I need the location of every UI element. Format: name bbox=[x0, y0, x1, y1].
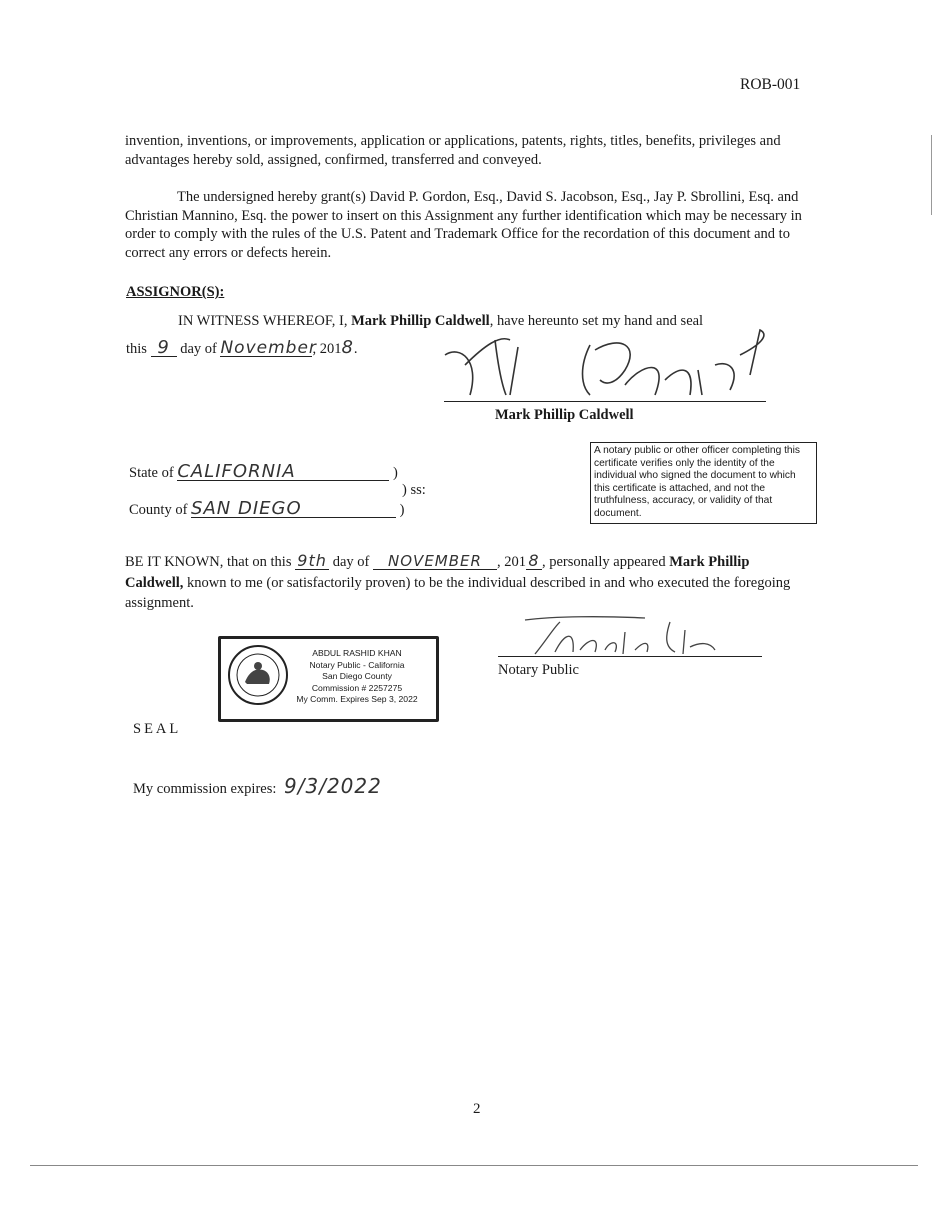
commission-expires bbox=[133, 774, 382, 798]
witness-date-line bbox=[126, 337, 358, 358]
ack-prefix: BE IT KNOWN, that on this bbox=[125, 554, 292, 570]
paragraph-continuation: invention, inventions, or improvements, application or applications, patents, rights, titles, benefits, privileges and advantages hereby sold, assigned, confirmed, transferred and conveyed. bbox=[125, 133, 781, 168]
page-number: 2 bbox=[473, 1101, 481, 1117]
scan-edge-right bbox=[931, 135, 932, 215]
year-prefix: , 201 bbox=[312, 341, 342, 357]
state-label: State of bbox=[129, 465, 174, 481]
state-field: CALIFORNIA bbox=[177, 464, 389, 481]
ack-year-digit: 8 bbox=[526, 553, 542, 570]
assignor-signature bbox=[440, 325, 780, 413]
assignor-heading: ASSIGNOR(S): bbox=[126, 284, 225, 300]
stamp-commission: Commission # 2257275 bbox=[311, 682, 403, 693]
county-label: County of bbox=[129, 502, 188, 518]
stamp-name: ABDUL RASHID KHAN bbox=[312, 648, 402, 658]
notary-stamp-text bbox=[286, 648, 428, 706]
notary-label: Notary Public bbox=[498, 662, 579, 678]
witness-month-field: November bbox=[220, 338, 317, 358]
assignor-signature-line bbox=[444, 401, 766, 402]
state-line bbox=[129, 461, 398, 482]
county-paren: ) bbox=[399, 502, 405, 518]
witness-year-digit: 8 bbox=[341, 337, 354, 358]
seal-label: SEAL bbox=[133, 721, 182, 737]
year-end: . bbox=[353, 341, 358, 357]
day-of-label: day of bbox=[180, 341, 217, 357]
ack-appeared: , personally appeared bbox=[541, 554, 666, 570]
ack-name: Mark Phillip Caldwell, bbox=[125, 554, 750, 591]
ack-rest: known to me (or satisfactorily proven) to be the individual described in and who executed the foregoing assignment. bbox=[125, 574, 791, 611]
commission-label: My commission expires: bbox=[133, 781, 277, 797]
state-paren: ) bbox=[392, 465, 398, 481]
ack-month-field: NOVEMBER bbox=[373, 553, 497, 570]
scan-edge-line bbox=[30, 1165, 918, 1166]
paragraph-power-of-attorney bbox=[125, 188, 815, 262]
county-line bbox=[129, 498, 405, 519]
stamp-expires: My Comm. Expires Sep 3, 2022 bbox=[296, 694, 418, 705]
state-seal-icon bbox=[227, 644, 289, 706]
paragraph-text: The undersigned hereby grant(s) David P. Gordon, Esq., David S. Jacobson, Esq., Jay P. Sbrollini, Esq. and Christian Mannino, Esq. the power to insert on this Assignment any further identification which may be necessary in order to comply with the rules of the U.S. Patent and Trademark Office for the recordation of this document and to correct any errors or defects herein. bbox=[125, 189, 802, 261]
notary-signature bbox=[515, 612, 765, 660]
notary-notice-box bbox=[590, 442, 817, 524]
this-label: this bbox=[126, 341, 147, 357]
commission-date: 9/3/2022 bbox=[284, 774, 382, 798]
notary-signature-line bbox=[498, 656, 762, 657]
county-field: SAN DIEGO bbox=[191, 501, 396, 518]
acknowledgment-paragraph bbox=[125, 552, 809, 614]
witness-day-field: 9 bbox=[151, 340, 177, 357]
ack-day-of: day of bbox=[332, 554, 370, 570]
signer-name: Mark Phillip Caldwell bbox=[495, 407, 634, 423]
stamp-title: Notary Public - California bbox=[309, 659, 405, 670]
witness-prefix: IN WITNESS WHEREOF, I, bbox=[178, 313, 352, 329]
ack-day-field: 9th bbox=[295, 553, 329, 570]
ss-label: ) ss: bbox=[402, 482, 426, 498]
stamp-county: San Diego County bbox=[322, 671, 392, 682]
witness-suffix: , have hereunto set my hand and seal bbox=[489, 313, 704, 329]
document-id: ROB-001 bbox=[740, 76, 801, 93]
witness-name: Mark Phillip Caldwell bbox=[351, 313, 490, 329]
ack-year-prefix: , 201 bbox=[496, 554, 526, 570]
notary-notice-text: A notary public or other officer completing this certificate verifies only the identity of the individual who signed the document to which this certificate is attached, and not the truthfulness, accuracy, or validity of that document. bbox=[594, 445, 800, 519]
